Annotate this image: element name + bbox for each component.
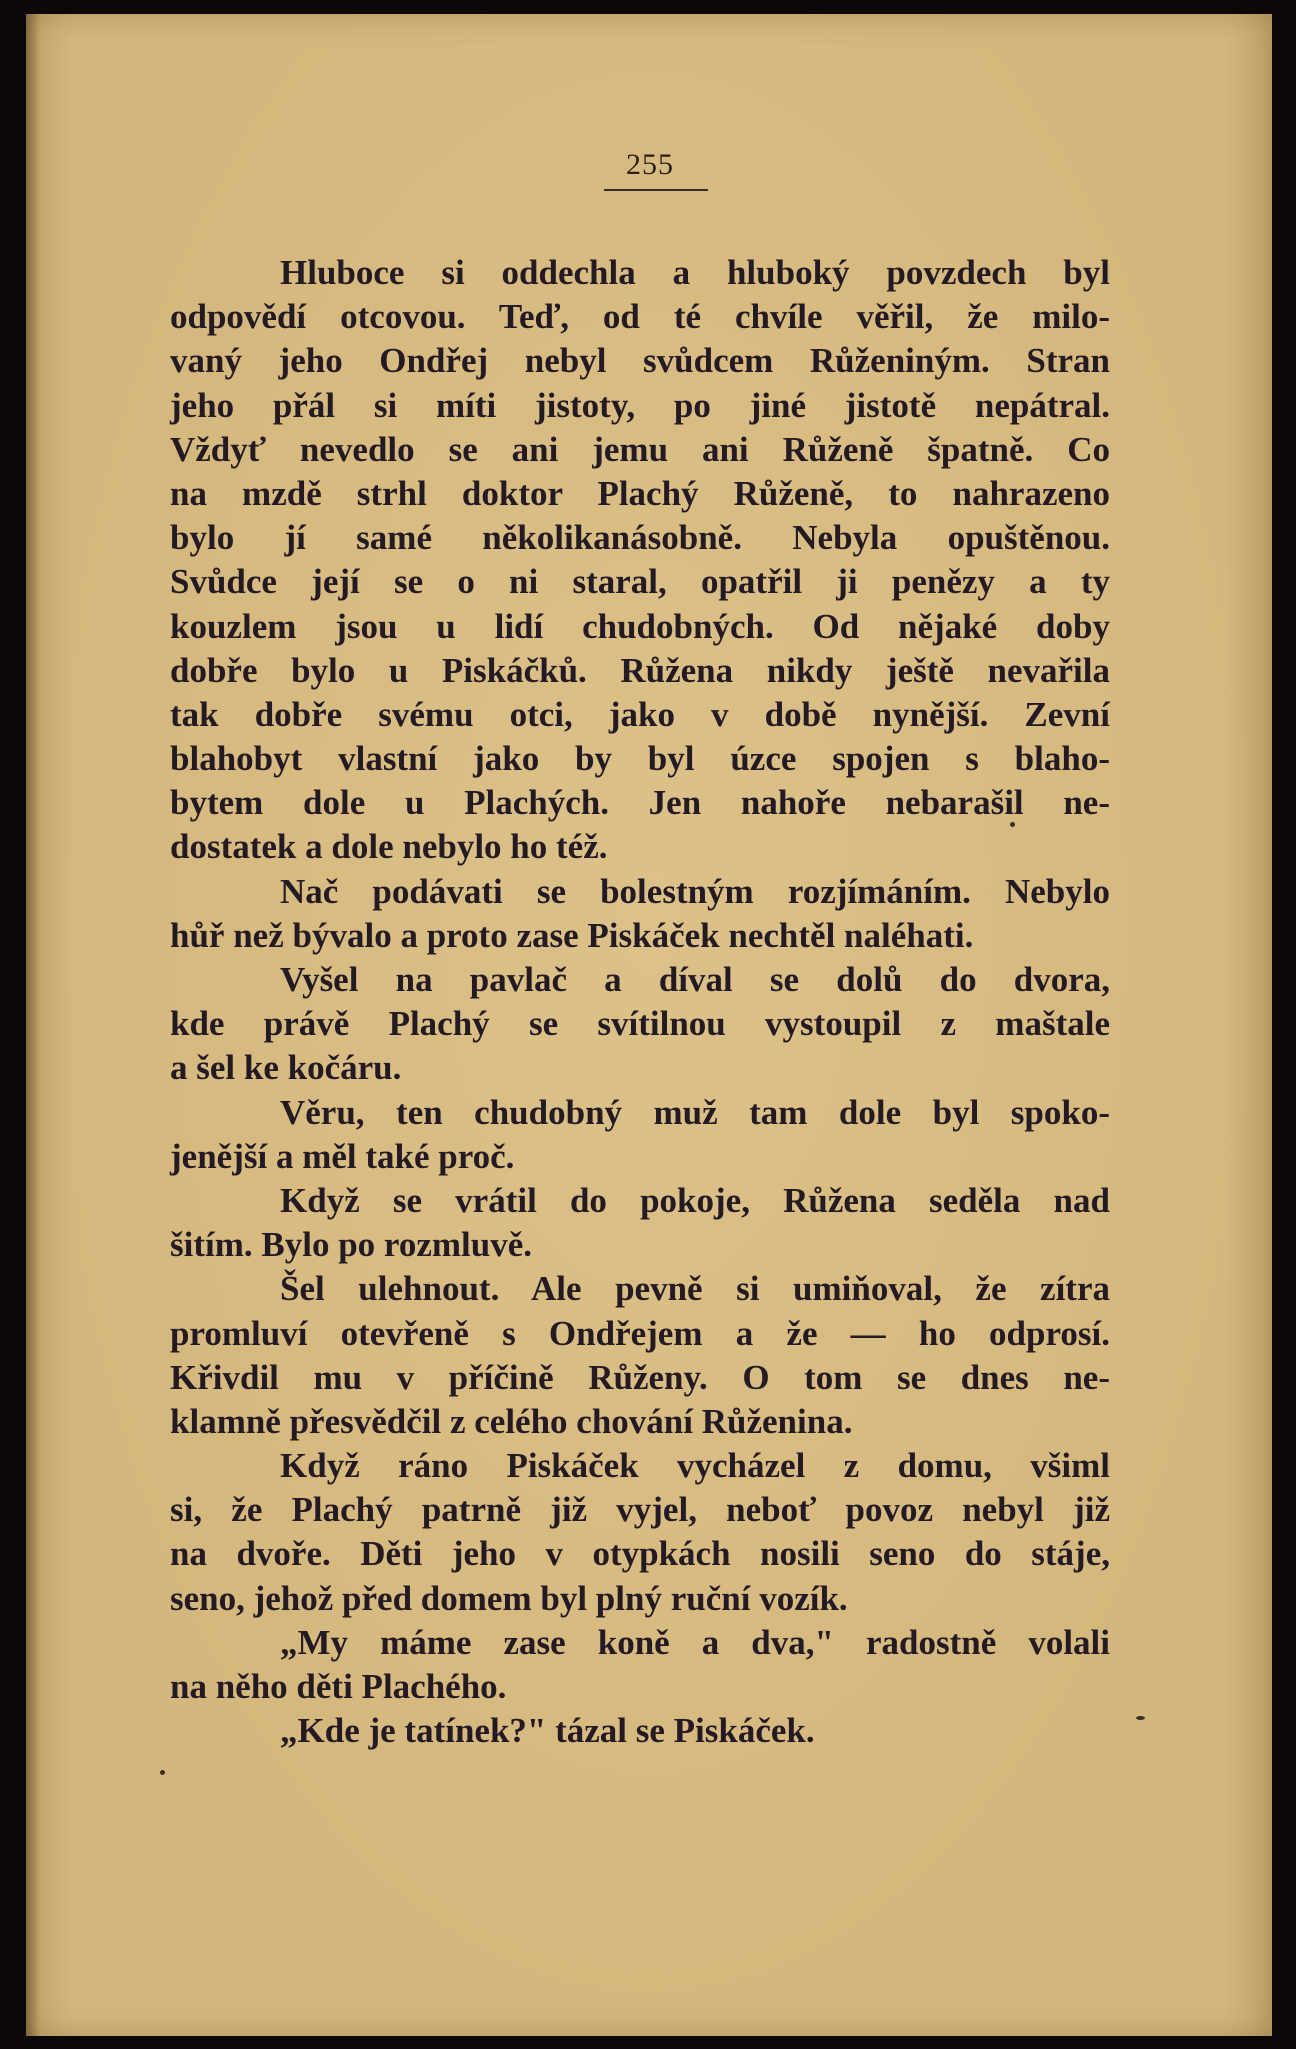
- text-line: si, že Plachý patrně již vyjel, neboť povoz nebyl již: [170, 1490, 1110, 1530]
- text-line: Svůdce její se o ni staral, opatřil ji penězy a ty: [170, 562, 1110, 602]
- text-line: kde právě Plachý se svítilnou vystoupil z maštale: [170, 1004, 1110, 1044]
- text-line: na mzdě strhl doktor Plachý Růženě, to nahrazeno: [170, 473, 1110, 513]
- text-line: dostatek a dole nebylo ho též.: [170, 827, 608, 867]
- text-line: šitím. Bylo po rozmluvě.: [170, 1225, 532, 1265]
- page-gutter-shadow: [26, 14, 40, 2036]
- text-line: na něho děti Plachého.: [170, 1667, 507, 1706]
- text-line: vaný jeho Ondřej nebyl svůdcem Růženiným. Stran: [170, 341, 1110, 381]
- text-line: „My máme zase koně a dva," radostně volali: [280, 1622, 1110, 1662]
- text-line: Hluboce si oddechla a hluboký povzdech byl: [280, 253, 1110, 292]
- text-line: seno, jehož před domem byl plný ruční vozík.: [170, 1578, 848, 1618]
- text-line: hůř než bývalo a proto zase Piskáček nechtěl naléhati.: [170, 915, 974, 955]
- text-line: Šel ulehnout. Ale pevně si umiňoval, že zítra: [280, 1269, 1110, 1309]
- print-speck: [1010, 822, 1015, 827]
- text-line: jenější a měl také proč.: [170, 1136, 515, 1176]
- print-speck: [160, 1770, 165, 1775]
- text-line: Vyšel na pavlač a díval se dolů do dvora,: [280, 960, 1110, 999]
- text-line: Vždyť nevedlo se ani jemu ani Růženě špatně. Co: [170, 429, 1110, 469]
- body-text: [170, 251, 1110, 1753]
- text-line: a šel ke kočáru.: [170, 1048, 402, 1088]
- text-line: Nač podávati se bolestným rozjímáním. Nebylo: [280, 871, 1110, 911]
- text-line: bylo jí samé několikanásobně. Nebyla opuštěnou.: [170, 518, 1110, 558]
- text-line: dobře bylo u Piskáčků. Růžena nikdy ještě nevařila: [170, 650, 1110, 690]
- text-line: Když se vrátil do pokoje, Růžena seděla nad: [280, 1180, 1110, 1220]
- print-speck: [1136, 1716, 1145, 1720]
- text-line: blahobyt vlastní jako by byl úzce spojen s blaho-: [170, 739, 1110, 779]
- text-line: jeho přál si míti jistoty, po jiné jistotě nepátral.: [170, 385, 1110, 425]
- text-line: kouzlem jsou u lidí chudobných. Od nějaké doby: [170, 606, 1110, 646]
- text-line: Křivdil mu v příčině Růženy. O tom se dnes ne-: [170, 1357, 1110, 1397]
- page-number: 255: [626, 148, 674, 181]
- page-number-rule: [604, 189, 708, 191]
- text-line: klamně přesvědčil z celého chování Růženina.: [170, 1401, 853, 1441]
- book-page: [26, 14, 1272, 2036]
- text-line: promluví otevřeně s Ondřejem a že — ho odprosí.: [170, 1313, 1110, 1353]
- text-line: odpovědí otcovou. Teď, od té chvíle věřil, že milo-: [170, 297, 1110, 337]
- text-line: Když ráno Piskáček vycházel z domu, všiml: [280, 1446, 1110, 1486]
- text-line: tak dobře svému otci, jako v době nynější. Zevní: [170, 694, 1110, 734]
- text-line: bytem dole u Plachých. Jen nahoře nebarašil ne-: [170, 783, 1110, 823]
- text-line: Věru, ten chudobný muž tam dole byl spoko-: [280, 1092, 1110, 1132]
- text-line: „Kde je tatínek?" tázal se Piskáček.: [280, 1711, 815, 1751]
- text-line: na dvoře. Děti jeho v otypkách nosili seno do stáje,: [170, 1534, 1110, 1574]
